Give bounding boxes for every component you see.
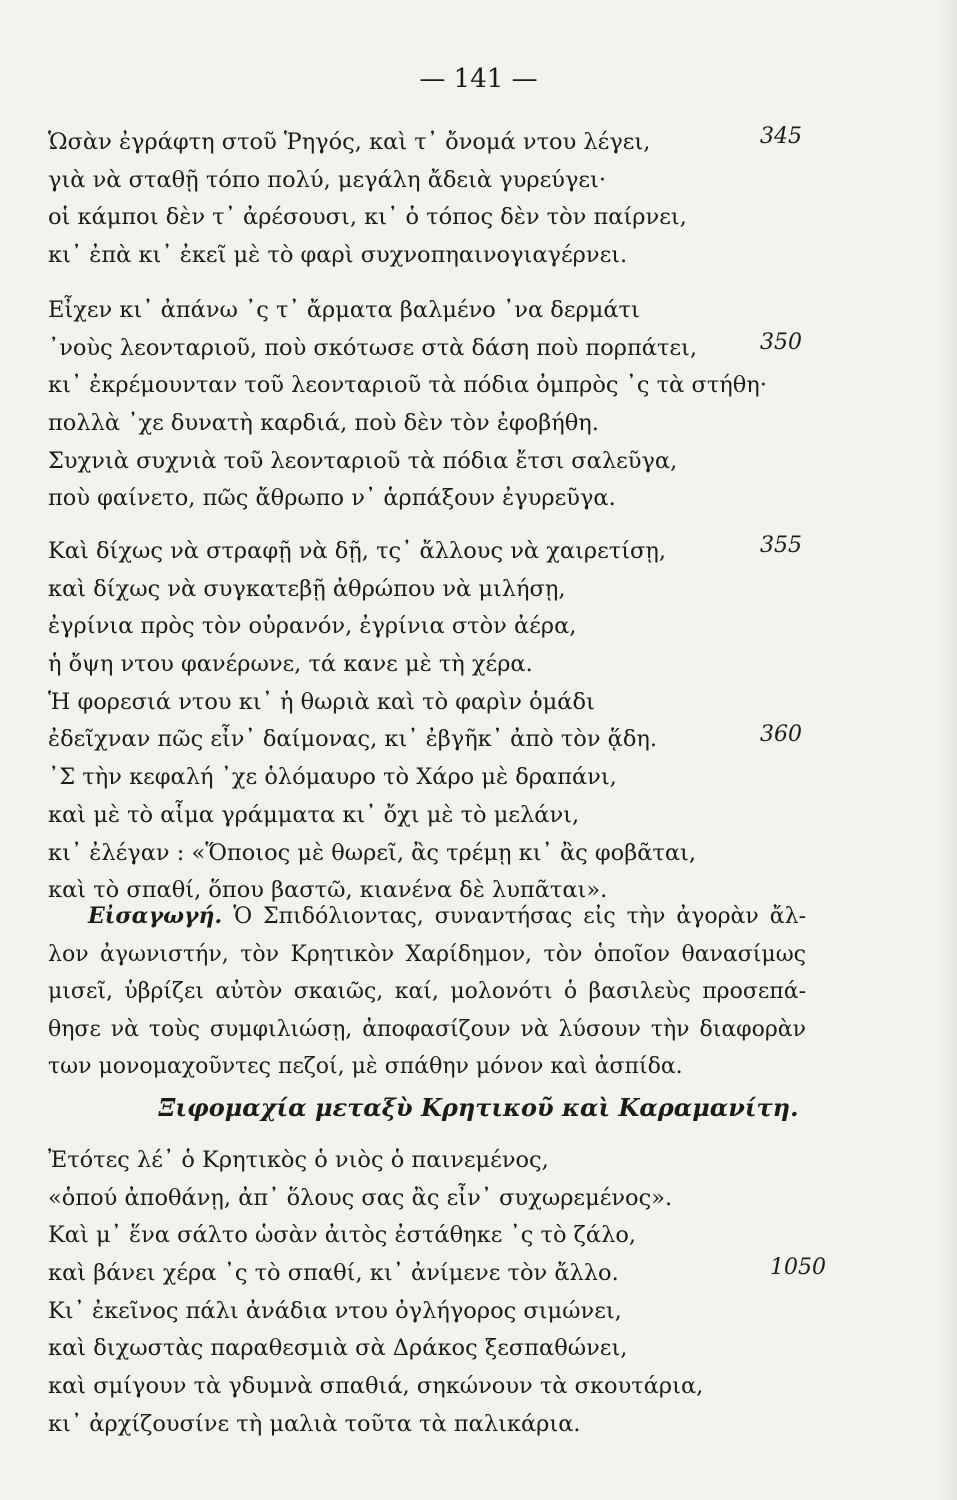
stanza-2 <box>48 292 888 518</box>
prose-line: λον ἀγωνιστήν, τὸν Κρητικὸν Χαρίδημον, τὸν ὁποῖον θανασίμως <box>48 941 806 967</box>
introduction-paragraph <box>48 898 806 1086</box>
introduction-label: Εἰσαγωγή. <box>88 903 223 929</box>
line-number: 360 <box>760 721 802 747</box>
prose-line: μισεῖ, ὑβρίζει αὐτὸν σκαιῶς, καί, μολονότι ὁ βασιλεὺς προσεπά- <box>48 979 806 1004</box>
verse-line: κι᾽ ἐλέγαν : «Ὅποιος μὲ θωρεῖ, ἂς τρέμῃ κι᾽ ἂς φοβᾶται, <box>48 839 697 866</box>
prose-line: θησε νὰ τοὺς συμφιλιώσῃ, ἀποφασίζουν νὰ λύσουν τὴν διαφορὰν <box>48 1016 806 1042</box>
prose-line <box>48 898 806 936</box>
verse-line: Κι᾽ ἐκεῖνος πάλι ἀνάδια ντου ὀγλήγορος σιμώνει, <box>48 1297 622 1324</box>
verse-line: Συχνιὰ συχνιὰ τοῦ λεονταριοῦ τὰ πόδια ἔτσι σαλεῦγα, <box>48 447 678 474</box>
verse-line: ᾽Σ τὴν κεφαλή ᾽χε ὁλόμαυρο τὸ Χάρο μὲ δραπάνι, <box>48 764 617 791</box>
verse-line: Καὶ μ᾽ ἕνα σάλτο ὡσὰν ἀιτὸς ἐστάθηκε ᾽ς τὸ ζάλο, <box>48 1222 637 1249</box>
verse-line: οἱ κάμποι δὲν τ᾽ ἀρέσουσι, κι᾽ ὁ τόπος δὲν τὸν παίρνει, <box>48 204 687 231</box>
stanza-4 <box>48 1142 888 1444</box>
verse-line: Καὶ δίχως νὰ στραφῇ νὰ δῇ, τς᾽ ἄλλους νὰ χαιρετίσῃ, <box>48 538 667 564</box>
line-number: 355 <box>760 533 802 558</box>
page-number: — 141 — <box>419 64 538 94</box>
verse-line: γιὰ νὰ σταθῇ τόπο πολύ, μεγάλη ἄδειὰ γυρεύγει· <box>48 166 607 193</box>
line-number: 1050 <box>770 1255 826 1280</box>
verse-line: Εἶχεν κι᾽ ἀπάνω ᾽ς τ᾽ ἄρματα βαλμένο ᾽να δερμάτι <box>48 297 640 323</box>
verse-line: κι᾽ ἀρχίζουσίνε τὴ μαλιὰ τοῦτα τὰ παλικάρια. <box>48 1410 581 1437</box>
stanza-3 <box>48 533 888 910</box>
verse-line: Ἐτότες λέ᾽ ὁ Κρητικὸς ὁ νιὸς ὁ παινεμένος, <box>48 1147 549 1173</box>
verse-line: καὶ σμίγουν τὰ γδυμνὰ σπαθιά, σηκώνουν τὰ σκουτάρια, <box>48 1373 704 1400</box>
verse-line: ποὺ φαίνετο, πῶς ἄθρωπο ν᾽ ἁρπάξουν ἐγυρεῦγα. <box>48 485 616 512</box>
verse-line: Ἡ φορεσιά ντου κι᾽ ἡ θωριὰ καὶ τὸ φαρὶν ὁμάδι <box>48 688 595 715</box>
line-number: 350 <box>760 329 802 355</box>
prose-text: Ὁ Σπιδόλιοντας, συναντήσας εἰς τὴν ἀγορὰν ἄλ- <box>222 904 806 929</box>
verse-line: καὶ βάνει χέρα ᾽ς τὸ σπαθί, κι᾽ ἀνίμενε τὸν ἄλλο. <box>48 1260 619 1287</box>
verse-line: κι᾽ ἐκρέμουνταν τοῦ λεονταριοῦ τὰ πόδια ὀμπρὸς ᾽ς τὰ στήθη· <box>48 372 767 399</box>
verse-line: Ὡσὰν ἐγράφτη στοῦ Ῥηγός, καὶ τ᾽ ὄνομά ντου λέγει, <box>48 129 651 155</box>
verse-line: κι᾽ ἐπὰ κι᾽ ἐκεῖ μὲ τὸ φαρὶ συχνοπηαινογιαγέρνει. <box>48 242 628 269</box>
verse-line: ἐδεῖχναν πῶς εἶν᾽ δαίμονας, κι᾽ ἐβγῆκ᾽ ἀπὸ τὸν ᾅδη. <box>48 726 658 753</box>
verse-line: καὶ τὸ σπαθί, ὅπου βαστῶ, κιανένα δὲ λυπᾶται». <box>48 877 608 904</box>
verse-line: ᾽νοὺς λεονταριοῦ, ποὺ σκότωσε στὰ δάση ποὺ πορπάτει, <box>48 334 698 361</box>
verse-line: «ὁπού ἀποθάνῃ, ἀπ᾽ ὅλους σας ἂς εἶν᾽ συχωρεμένος». <box>48 1184 673 1211</box>
verse-line: καὶ μὲ τὸ αἷμα γράμματα κι᾽ ὄχι μὲ τὸ μελάνι, <box>48 801 580 828</box>
verse-line: καὶ δίχως νὰ συγκατεβῇ ἀθρώπου νὰ μιλήσῃ, <box>48 575 566 602</box>
verse-line: ἐγρίνια πρὸς τὸν οὐρανόν, ἐγρίνια στὸν ἀέρα, <box>48 613 577 640</box>
page-edge <box>939 0 957 1500</box>
line-number: 345 <box>760 124 802 149</box>
prose-line: των μονομαχοῦντες πεζοί, μὲ σπάθην μόνον καὶ ἀσπίδα. <box>48 1054 683 1079</box>
verse-line: ἡ ὄψη ντου φανέρωνε, τά κανε μὲ τὴ χέρα. <box>48 651 533 678</box>
stanza-1 <box>48 124 888 275</box>
verse-line: πολλὰ ᾽χε δυνατὴ καρδιά, ποὺ δὲν τὸν ἐφοβήθη. <box>48 410 599 437</box>
verse-line: καὶ διχωστὰς παραθεσμιὰ σὰ Δράκος ξεσπαθώνει, <box>48 1335 628 1362</box>
section-heading: Ξιφομαχία μεταξὺ Κρητικοῦ καὶ Καραμανίτη. <box>158 1093 799 1122</box>
